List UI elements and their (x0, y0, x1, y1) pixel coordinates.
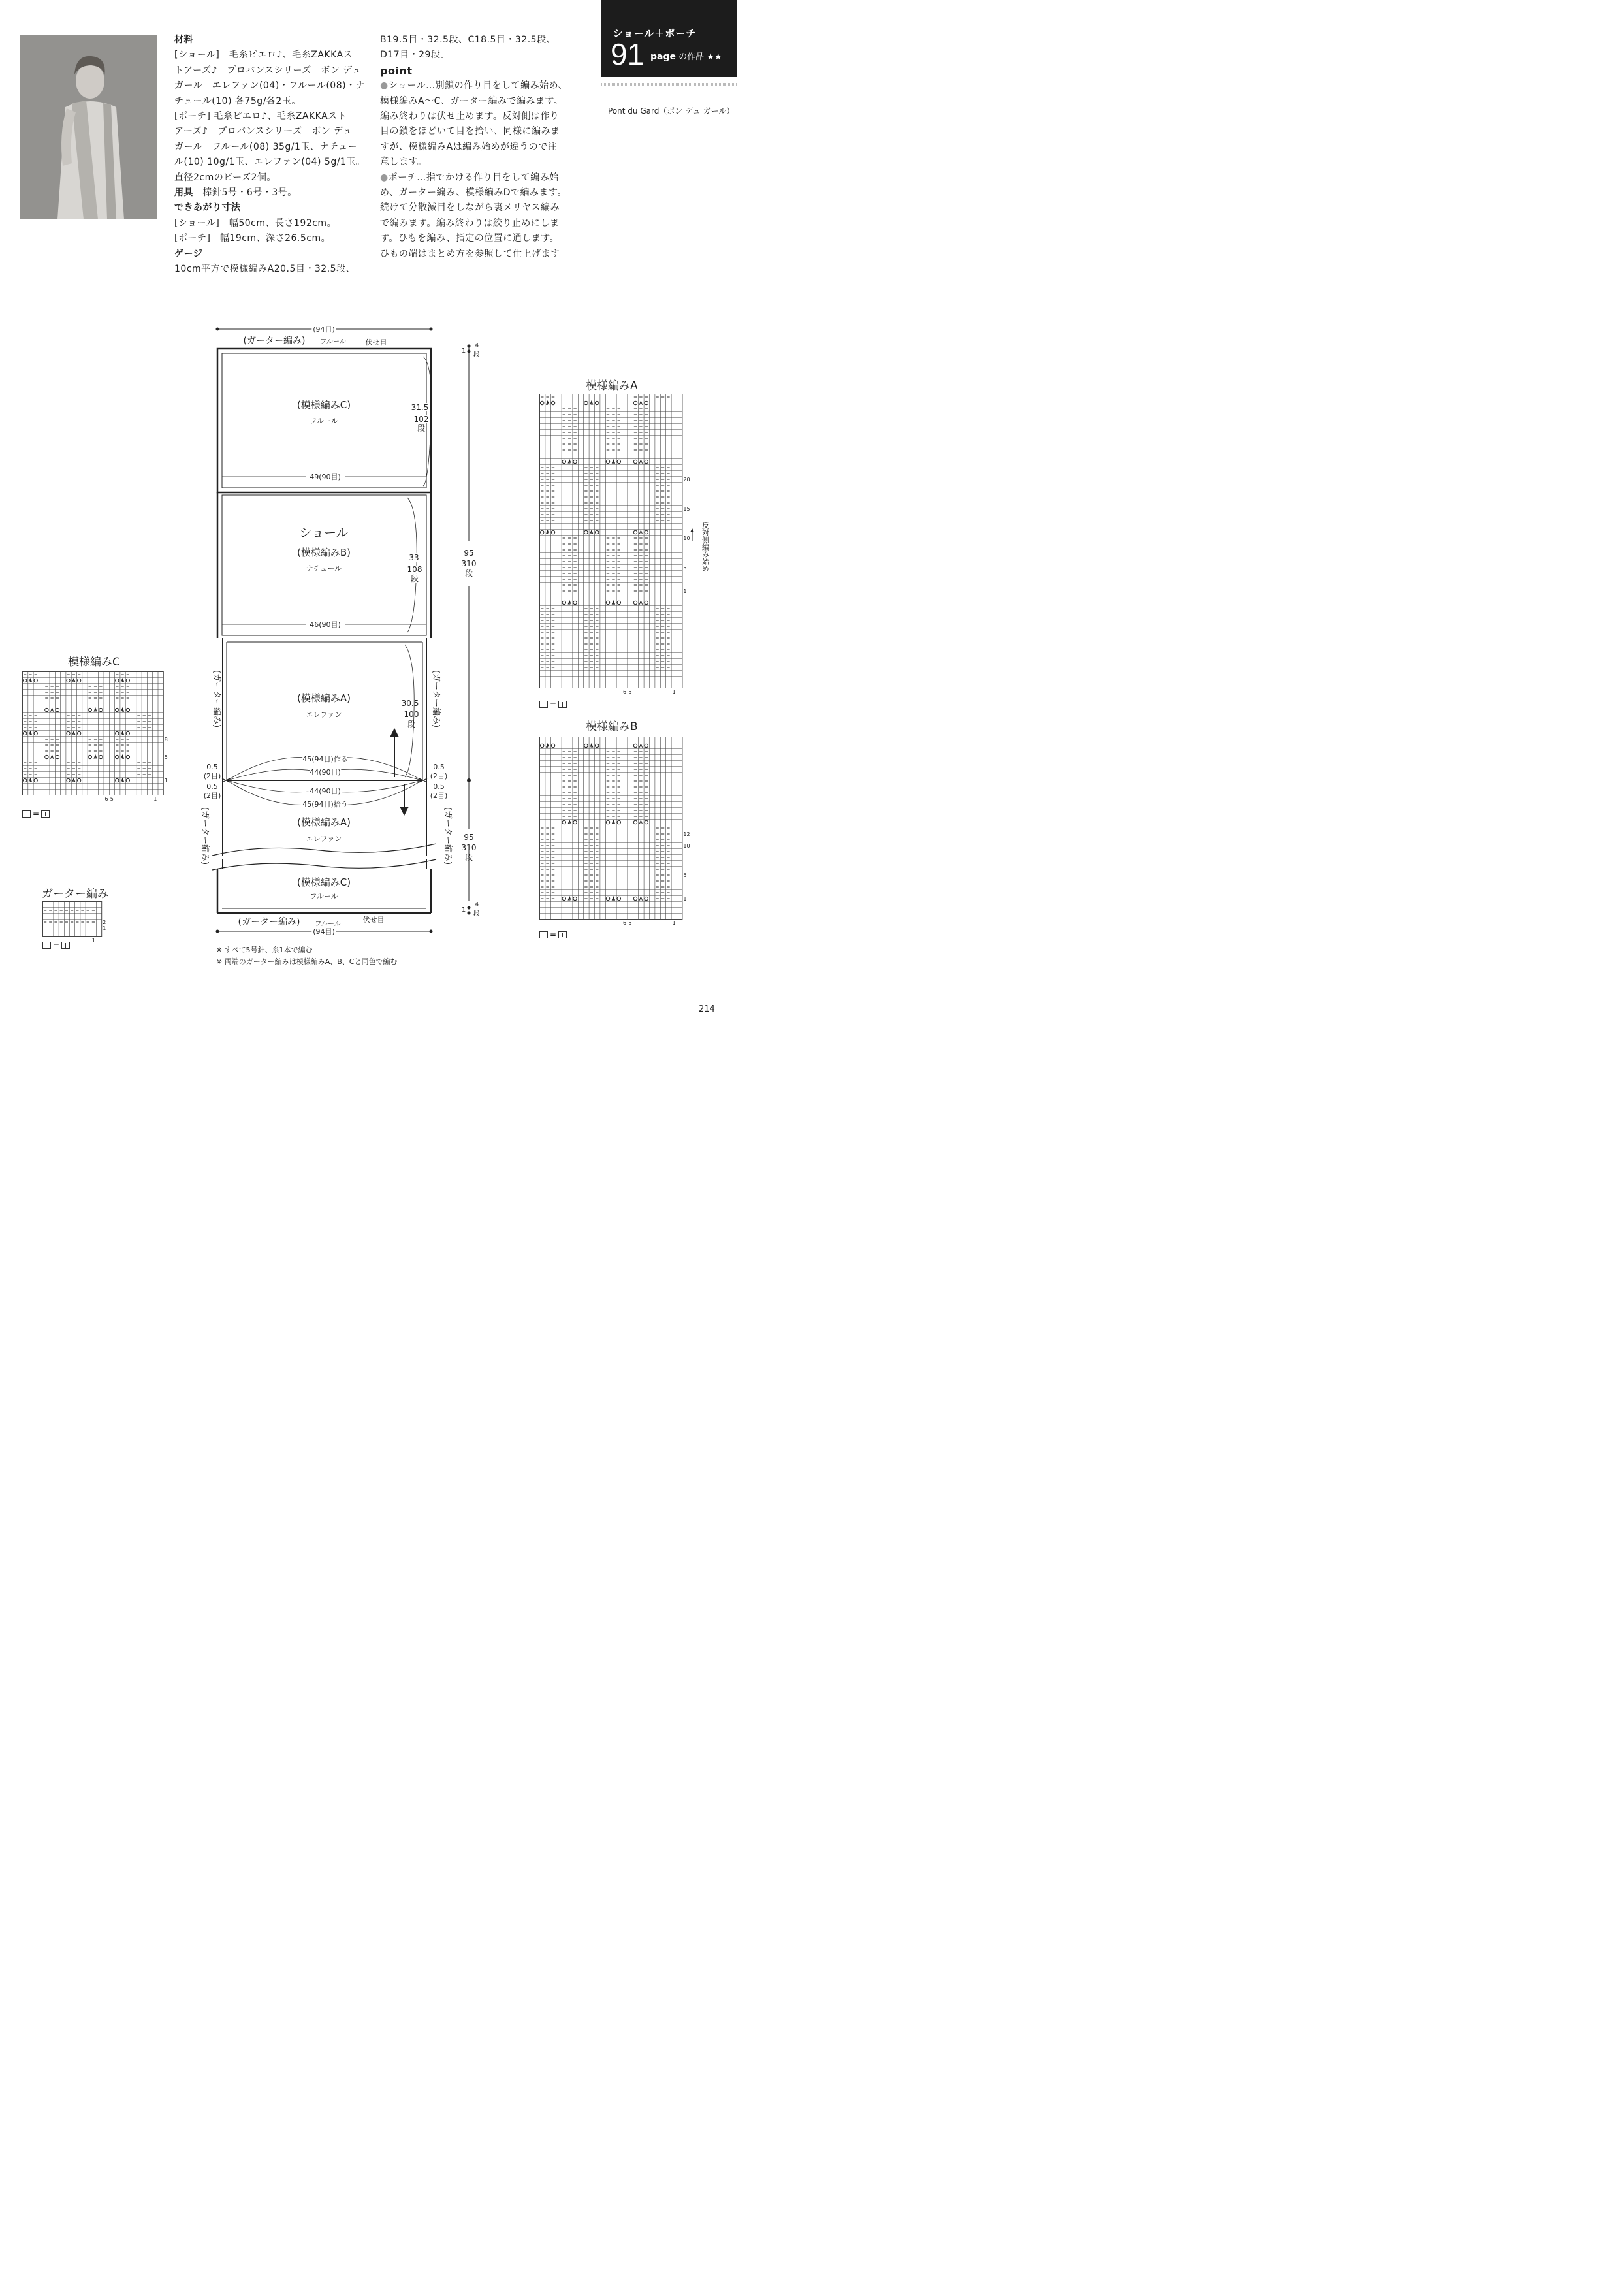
yarn-over-symbol (633, 530, 637, 534)
yarn-over-symbol (617, 601, 620, 604)
yarn-over-symbol (645, 897, 648, 900)
section-b-unit: 段 (410, 574, 419, 583)
yarn-over-symbol (645, 820, 648, 824)
stitch-symbols (541, 744, 670, 900)
yarn-over-symbol (34, 778, 37, 782)
yarn-over-symbol (126, 708, 129, 711)
blank-cell-icon (539, 931, 548, 938)
yarn-over-symbol (584, 530, 588, 534)
yarn-over-symbol (24, 731, 27, 735)
gauge-line: D17目・29段。 (380, 50, 450, 61)
col-number: 6 (104, 796, 108, 802)
gauge-heading: ゲージ (174, 248, 203, 259)
yarn-over-symbol (596, 530, 599, 534)
materials-line: ル(10) 10g/1玉、エレファン(04) 5g/1玉。 (174, 157, 366, 168)
col-number: 1 (672, 689, 676, 695)
model-photo (20, 35, 157, 219)
project-badge (601, 0, 737, 77)
yarn-over-symbol (606, 460, 609, 463)
blank-cell-icon (22, 810, 31, 818)
chart-c-title: 模様編みC (68, 656, 120, 669)
shawl-line: ●ショール…別鎖の作り目をして編み始め、 (380, 80, 568, 91)
bottom-garter-label: (ガーター編み) (238, 917, 300, 927)
bottom-c-pattern: (模様編みC) (296, 876, 351, 888)
bottom-rows-val: 4 (474, 901, 479, 908)
yarn-over-symbol (24, 778, 27, 782)
chart-garter-grid (42, 901, 114, 944)
top-rows-val: 4 (474, 342, 479, 349)
yarn-over-symbol (645, 401, 648, 404)
edge-st-left-bot: (2目) (203, 792, 221, 800)
yarn-over-symbol (56, 755, 59, 758)
row-number: 1 (683, 896, 687, 902)
point-heading: point (380, 64, 413, 77)
row-number: 20 (683, 477, 690, 483)
shawl-line: 編み終わりは伏せ止めます。反対側は作り (380, 111, 560, 122)
decrease-symbol (546, 401, 549, 404)
row-number: 1 (683, 588, 687, 594)
section-a-rows: 100 (404, 710, 419, 719)
decrease-symbol (568, 897, 571, 900)
decrease-symbol (568, 601, 571, 604)
pouch-line: す。ひもを編み、指定の位置に通します。 (380, 233, 560, 244)
row-number: 12 (683, 831, 690, 837)
yarn-over-symbol (45, 708, 48, 711)
knit-cell-icon (41, 810, 50, 818)
section-b-width: 46(90目) (310, 620, 341, 629)
yarn-over-symbol (541, 401, 544, 404)
decrease-symbol (72, 731, 75, 735)
tools-label: 用具 (174, 187, 193, 199)
bottom-a-pattern: (模様編みA) (297, 816, 351, 828)
series-title: ショール＋ポーチ (613, 27, 697, 39)
section-c-rows: 102 (413, 415, 429, 424)
yarn-over-symbol (645, 530, 648, 534)
yarn-over-symbol (78, 731, 81, 735)
decrease-symbol (121, 755, 123, 758)
grid-lines (540, 394, 682, 688)
edge-cm-left-top: 0.5 (206, 763, 218, 771)
row-number: 8 (164, 737, 168, 743)
grid-lines (540, 737, 682, 920)
decrease-symbol (612, 820, 614, 824)
yarn-over-symbol (573, 460, 577, 463)
pouch-line: で編みます。編み終わりは絞り止めにしま (380, 217, 560, 229)
section-a-cm: 30.5 (401, 699, 419, 708)
yarn-over-symbol (24, 679, 27, 682)
blank-cell-icon (42, 942, 51, 949)
materials-line: ガール フルール(08) 35g/1玉、ナチュー (174, 141, 357, 152)
knit-cell-icon (558, 701, 567, 708)
note-line: ※ 両端のガーター編みは模様編みA、B、Cと同色で編む (216, 957, 398, 966)
cast-on-label: 45(94目)作る (302, 755, 348, 763)
shawl-line: 目の鎖をほどいて目を拾い、同様に編みま (380, 126, 560, 137)
decrease-symbol (29, 778, 31, 782)
pouch-line: ●ポーチ…指でかける作り目をして編み始 (380, 172, 559, 183)
decrease-symbol (612, 897, 614, 900)
yarn-over-symbol (633, 601, 637, 604)
size-heading: できあがり寸法 (174, 202, 241, 214)
bottom-c-yarn: フルール (310, 892, 338, 901)
yarn-over-symbol (633, 460, 637, 463)
gauge-line: 10cm平方で模様編みA20.5目・32.5段、 (174, 264, 356, 275)
col-number: 6 (623, 920, 627, 926)
yarn-over-symbol (562, 820, 565, 824)
materials-column (174, 33, 370, 278)
shawl-line: 模様編みA～C、ガーター編みで編みます。 (380, 95, 564, 106)
row-number: 15 (683, 506, 690, 512)
yarn-over-symbol (99, 708, 103, 711)
row-number: 1 (164, 778, 168, 784)
decrease-symbol (546, 530, 549, 534)
top-rows-unit: 段 (473, 351, 480, 359)
yarn-over-symbol (116, 708, 119, 711)
chart-b-legend: = (539, 930, 567, 939)
col-number: 1 (91, 938, 95, 944)
side-garter-right-2: (ガーター編み) (443, 807, 453, 865)
yarn-over-symbol (617, 820, 620, 824)
reverse-start-note (687, 520, 713, 579)
col-number: 1 (672, 920, 676, 926)
tools-line (174, 185, 370, 200)
yarn-over-symbol (606, 820, 609, 824)
materials-line: アーズ♪ プロバンスシリーズ ボン デュ (174, 126, 353, 137)
section-b-pattern: (模様編みB) (297, 547, 351, 558)
edge-cm-right-top: 0.5 (433, 763, 445, 771)
yarn-over-symbol (606, 897, 609, 900)
decrease-symbol (29, 679, 31, 682)
chart-c-grid (22, 671, 179, 808)
row-number: 5 (683, 565, 687, 571)
bottom-yarn-label: フルール (315, 921, 341, 928)
yarn-over-symbol (126, 679, 129, 682)
col-number: 5 (628, 920, 632, 926)
decrease-symbol (639, 460, 642, 463)
decrease-symbol (121, 708, 123, 711)
side-garter-left-2: (ガーター編み) (200, 807, 210, 865)
bottom-rows-unit: 段 (473, 910, 480, 918)
decrease-symbol (568, 460, 571, 463)
decrease-symbol (72, 679, 75, 682)
decrease-symbol (639, 820, 642, 824)
page-label: page の作品 ★★ (650, 52, 722, 62)
bottom-bindoff-label: 伏せ目 (362, 916, 385, 924)
total-unit-2: 段 (464, 853, 473, 862)
yarn-over-symbol (99, 755, 103, 758)
section-c-pattern: (模様編みC) (296, 399, 351, 411)
tools-value: 棒針5号・6号・3号。 (202, 187, 297, 199)
decrease-symbol (72, 778, 75, 782)
row-number: 5 (683, 872, 687, 878)
pouch-line: ひもの端はまとめ方を参照して仕上げます。 (380, 248, 569, 259)
decrease-symbol (639, 530, 642, 534)
decrease-symbol (29, 731, 31, 735)
materials-line: [ショール] 毛糸ピエロ♪、毛糸ZAKKAス (174, 50, 353, 61)
yarn-over-symbol (126, 731, 129, 735)
yarn-over-symbol (617, 897, 620, 900)
decrease-symbol (94, 755, 97, 758)
yarn-over-symbol (116, 731, 119, 735)
yarn-over-symbol (573, 601, 577, 604)
grid-lines (23, 672, 164, 795)
yarn-over-symbol (541, 744, 544, 747)
total-rows-2: 310 (461, 843, 477, 852)
materials-line: トアーズ♪ プロバンスシリーズ ボン デュ (174, 65, 362, 76)
row-44b-label: 44(90目) (310, 787, 341, 795)
row-number: 10 (683, 843, 690, 849)
decrease-symbol (590, 744, 593, 747)
grid-labels (92, 920, 106, 944)
decrease-symbol (639, 401, 642, 404)
project-number: 91 (611, 37, 645, 71)
yarn-over-symbol (126, 778, 129, 782)
edge-st-right-bot: (2目) (430, 792, 448, 800)
blank-cell-icon (539, 701, 548, 708)
yarn-over-symbol (34, 731, 37, 735)
chart-c-legend: = (22, 809, 50, 818)
note-line: ※ すべて5号針、糸1本で編む (216, 946, 313, 954)
yarn-over-symbol (606, 601, 609, 604)
bottom-a-yarn: エレファン (306, 835, 342, 843)
section-b-yarn: ナチュール (306, 564, 342, 573)
chart-a-legend: = (539, 699, 567, 709)
decrease-symbol (121, 679, 123, 682)
col-number: 1 (153, 796, 157, 802)
section-a-pattern: (模様編みA) (297, 692, 351, 704)
reverse-start-text: 反対側編み始め (701, 522, 710, 572)
decrease-symbol (568, 820, 571, 824)
materials-line: 直径2cmのビーズ2個。 (174, 172, 276, 183)
section-c-yarn: フルール (310, 417, 338, 425)
yarn-name: Pont du Gard（ポン デュ ガール） (608, 106, 735, 116)
row-number: 10 (683, 536, 690, 541)
edge-st-left-top: (2目) (203, 772, 221, 780)
yarn-over-symbol (645, 601, 648, 604)
decrease-symbol (51, 708, 54, 711)
section-b-title: ショール (299, 526, 349, 540)
yarn-over-symbol (78, 679, 81, 682)
bullet-icon: ● (380, 172, 389, 183)
total-cm-2: 95 (464, 833, 474, 842)
edge-st-right-top: (2目) (430, 772, 448, 780)
yarn-over-symbol (116, 755, 119, 758)
materials-line: ガール エレファン(04)・フルール(08)・ナ (174, 80, 366, 91)
decrease-symbol (612, 460, 614, 463)
top-garter-label: (ガーター編み) (243, 336, 306, 346)
edge-cm-right-bot: 0.5 (433, 782, 445, 791)
yarn-over-symbol (541, 530, 544, 534)
top-yarn-label: フルール (320, 338, 346, 345)
col-number: 6 (623, 689, 627, 695)
stitch-symbols (44, 910, 95, 922)
row-number: 2 (103, 920, 106, 925)
yarn-over-symbol (116, 778, 119, 782)
yarn-over-symbol (633, 401, 637, 404)
stitch-symbols (24, 675, 151, 782)
section-b-cm: 33 (409, 553, 419, 562)
decrease-symbol (94, 708, 97, 711)
page-number: 214 (699, 1004, 715, 1014)
section-c-unit: 段 (417, 424, 426, 433)
yarn-over-symbol (67, 778, 70, 782)
divider (601, 83, 737, 86)
top-bindoff-label: 伏せ目 (365, 338, 387, 347)
yarn-over-symbol (645, 744, 648, 747)
decrease-symbol (639, 601, 642, 604)
yarn-over-symbol (126, 755, 129, 758)
materials-line: チュール(10) 各75g/各2玉。 (174, 95, 301, 106)
decrease-symbol (121, 731, 123, 735)
grid-lines (43, 902, 102, 937)
yarn-over-symbol (78, 778, 81, 782)
decrease-symbol (546, 744, 549, 747)
section-c-width: 49(90目) (310, 473, 341, 481)
section-a-yarn: エレファン (306, 711, 342, 719)
pick-up-label: 45(94目)拾う (302, 800, 348, 808)
decrease-symbol (639, 744, 642, 747)
total-cm: 95 (464, 549, 474, 558)
row-44-label: 44(90目) (310, 768, 341, 776)
yarn-over-symbol (633, 897, 637, 900)
chart-garter-legend: = (42, 940, 70, 950)
size-line: [ショール] 幅50cm、長さ192cm。 (174, 217, 337, 229)
bottom-rows-num: 1 (461, 906, 466, 914)
size-line: [ポーチ] 幅19cm、深さ26.5cm。 (174, 233, 331, 244)
yarn-over-symbol (562, 460, 565, 463)
yarn-over-symbol (67, 731, 70, 735)
bottom-width-label: (94目) (313, 927, 335, 936)
yarn-over-symbol (584, 744, 588, 747)
stitch-symbols (541, 397, 670, 667)
yarn-over-symbol (633, 820, 637, 824)
shawl-line: すが、模様編みAは編み始めが違うので注 (380, 141, 558, 152)
decrease-symbol (612, 601, 614, 604)
yarn-over-symbol (88, 708, 91, 711)
section-c-cm: 31.5 (411, 403, 429, 412)
yarn-over-symbol (645, 460, 648, 463)
chart-b-title: 模様編みB (586, 720, 638, 733)
yarn-over-symbol (617, 460, 620, 463)
materials-line: [ポーチ] 毛糸ピエロ♪、毛糸ZAKKAスト (174, 111, 347, 122)
yarn-over-symbol (596, 401, 599, 404)
yarn-over-symbol (34, 679, 37, 682)
instructions-column (380, 33, 576, 262)
shawl-line: 意します。 (380, 157, 427, 168)
yarn-over-symbol (562, 601, 565, 604)
yarn-over-symbol (551, 401, 554, 404)
decrease-symbol (639, 897, 642, 900)
yarn-over-symbol (45, 755, 48, 758)
chart-a-title: 模様編みA (586, 379, 638, 392)
bullet-icon: ● (380, 80, 389, 91)
yarn-over-symbol (67, 679, 70, 682)
section-b-rows: 108 (407, 565, 422, 574)
knit-cell-icon (558, 931, 567, 938)
yarn-over-symbol (116, 679, 119, 682)
materials-heading: 材料 (174, 35, 193, 45)
decrease-symbol (51, 755, 54, 758)
row-number: 5 (164, 754, 168, 760)
side-garter-left: (ガーター編み) (212, 669, 221, 728)
total-rows: 310 (461, 559, 477, 568)
yarn-over-symbol (573, 897, 577, 900)
row-number: 1 (103, 925, 106, 931)
edge-cm-left-bot: 0.5 (206, 782, 218, 791)
pouch-line: め、ガーター編み、模様編みDで編みます。 (380, 187, 567, 199)
yarn-over-symbol (551, 744, 554, 747)
chart-a-grid (539, 394, 696, 698)
pouch-line: 続けて分散減目をしながら裏メリヤス編み (380, 202, 560, 214)
decrease-symbol (121, 778, 123, 782)
yarn-over-symbol (584, 401, 588, 404)
yarn-over-symbol (56, 708, 59, 711)
yarn-over-symbol (573, 820, 577, 824)
section-a-unit: 段 (407, 720, 416, 729)
yarn-over-symbol (551, 530, 554, 534)
gauge-line: B19.5目・32.5段、C18.5目・32.5段、 (380, 35, 556, 45)
yarn-over-symbol (88, 755, 91, 758)
top-rows-num: 1 (461, 347, 466, 355)
decrease-symbol (590, 401, 593, 404)
decrease-symbol (590, 530, 593, 534)
top-width-label: (94目) (313, 325, 335, 334)
yarn-over-symbol (596, 744, 599, 747)
total-unit: 段 (464, 569, 473, 578)
chart-b-grid (539, 737, 696, 933)
knit-cell-icon (61, 942, 70, 949)
col-number: 5 (628, 689, 632, 695)
side-garter-right: (ガーター編み) (431, 669, 441, 728)
chart-garter-title: ガーター編み (42, 888, 108, 901)
col-number: 5 (110, 796, 114, 802)
yarn-over-symbol (633, 744, 637, 747)
yarn-over-symbol (562, 897, 565, 900)
